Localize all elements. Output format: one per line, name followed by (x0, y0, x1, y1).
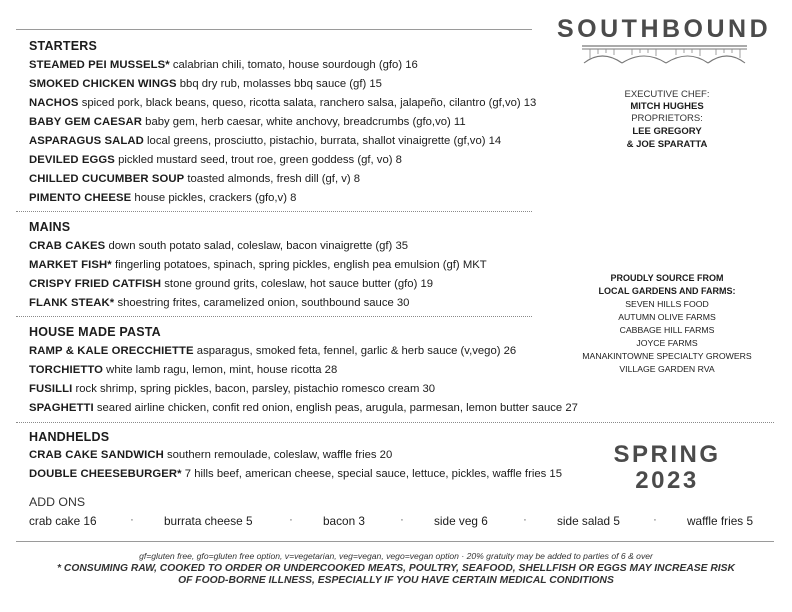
addon-separator: · (289, 512, 293, 526)
farm-name: VILLAGE GARDEN RVA (619, 364, 715, 374)
brand-logo: SOUTHBOUND (557, 15, 772, 43)
addon-item: crab cake 16 (29, 514, 97, 528)
chef-title: EXECUTIVE CHEF: (624, 89, 710, 100)
section-title-pasta: HOUSE MADE PASTA (29, 325, 161, 339)
warning-line: * CONSUMING RAW, COOKED TO ORDER OR UNDERCOOKED MEATS, POULTRY, SEAFOOD, SHELLFISH OR EGGS MAY INCREASE RISK (57, 563, 735, 574)
addons-title: ADD ONS (29, 495, 86, 509)
proprietors-title: PROPRIETORS: (631, 113, 703, 124)
menu-item: TORCHIETTO white lamb ragu, lemon, mint, house ricotta 28 (29, 364, 338, 376)
menu-item: FUSILLI rock shrimp, spring pickles, bacon, parsley, pistachio romesco cream 30 (29, 383, 436, 395)
menu-item: NACHOS spiced pork, black beans, queso, ricotta salata, ranchero salsa, jalapeño, cilantro (gf,vo) 13 (29, 97, 537, 109)
section-divider (16, 316, 532, 317)
section-divider (16, 422, 774, 423)
menu-item: CRISPY FRIED CATFISH stone ground grits, coleslaw, hot sauce butter (gfo) 19 (29, 278, 434, 290)
addon-item: side salad 5 (557, 514, 620, 528)
section-title-mains: MAINS (29, 220, 71, 234)
sourcing-subtitle: LOCAL GARDENS AND FARMS: (598, 286, 736, 296)
menu-item: SPAGHETTI seared airline chicken, confit red onion, english peas, arugula, parmesan, lemon butter sauce 27 (29, 402, 578, 414)
proprietor-name: & JOE SPARATTA (626, 139, 708, 150)
menu-item: DEVILED EGGS pickled mustard seed, trout roe, green goddess (gf, vo) 8 (29, 154, 402, 166)
menu-item: CRAB CAKES down south potato salad, coleslaw, bacon vinaigrette (gf) 35 (29, 240, 409, 252)
menu-item: STEAMED PEI MUSSELS* calabrian chili, tomato, house sourdough (gfo) 16 (29, 59, 418, 71)
menu-item: DOUBLE CHEESEBURGER* 7 hills beef, american cheese, special sauce, lettuce, pickles, waffle fries 15 (29, 468, 562, 480)
menu-item: MARKET FISH* fingerling potatoes, spinach, spring pickles, english pea emulsion (gf) MKT (29, 259, 487, 271)
menu-item: SMOKED CHICKEN WINGS bbq dry rub, molasses bbq sauce (gf) 15 (29, 78, 382, 90)
addon-separator: · (523, 512, 527, 526)
season-label: SPRING (613, 441, 721, 468)
farm-name: JOYCE FARMS (636, 338, 698, 348)
addon-separator: · (400, 512, 404, 526)
menu-item: RAMP & KALE ORECCHIETTE asparagus, smoked feta, fennel, garlic & herb sauce (v,vego) 26 (29, 345, 517, 357)
farm-name: AUTUMN OLIVE FARMS (618, 312, 716, 322)
section-divider (16, 211, 532, 212)
farm-name: MANAKINTOWNE SPECIALTY GROWERS (582, 351, 752, 361)
addon-item: bacon 3 (323, 514, 365, 528)
addon-item: waffle fries 5 (687, 514, 754, 528)
warning-line: OF FOOD-BORNE ILLNESS, ESPECIALLY IF YOU HAVE CERTAIN MEDICAL CONDITIONS (178, 575, 614, 586)
addon-item: burrata cheese 5 (164, 514, 253, 528)
addon-separator: · (653, 512, 657, 526)
section-title-starters: STARTERS (29, 39, 98, 53)
farm-name: CABBAGE HILL FARMS (619, 325, 715, 335)
menu-item: CRAB CAKE SANDWICH southern remoulade, coleslaw, waffle fries 20 (29, 449, 393, 461)
farm-name: SEVEN HILLS FOOD (625, 299, 709, 309)
season-year: 2023 (635, 467, 699, 494)
sourcing-title: PROUDLY SOURCE FROM (610, 273, 724, 283)
menu-item: PIMENTO CHEESE house pickles, crackers (gfo,v) 8 (29, 192, 297, 204)
dietary-legend: gf=gluten free, gfo=gluten free option, v=vegetarian, veg=vegan, vego=vegan option · 20% gratuity may be added to parties of 6 & over (139, 551, 653, 561)
addon-separator: · (130, 512, 134, 526)
menu-item: BABY GEM CAESAR baby gem, herb caesar, white anchovy, breadcrumbs (gfo,vo) 11 (29, 116, 466, 128)
addon-item: side veg 6 (434, 514, 488, 528)
menu-item: ASPARAGUS SALAD local greens, prosciutto, pistachio, burrata, shallot vinaigrette (gf,vo) 14 (29, 135, 502, 147)
consumption-warning (0, 563, 792, 587)
proprietor-name: LEE GREGORY (632, 126, 702, 137)
chef-name: MITCH HUGHES (630, 101, 704, 112)
top-rule (16, 29, 532, 30)
menu-item: FLANK STEAK* shoestring frites, caramelized onion, southbound sauce 30 (29, 297, 410, 309)
section-title-handhelds: HANDHELDS (29, 430, 110, 444)
bridge-icon (582, 40, 747, 64)
menu-item: CHILLED CUCUMBER SOUP toasted almonds, fresh dill (gf, v) 8 (29, 173, 361, 185)
footer-rule (16, 541, 774, 542)
